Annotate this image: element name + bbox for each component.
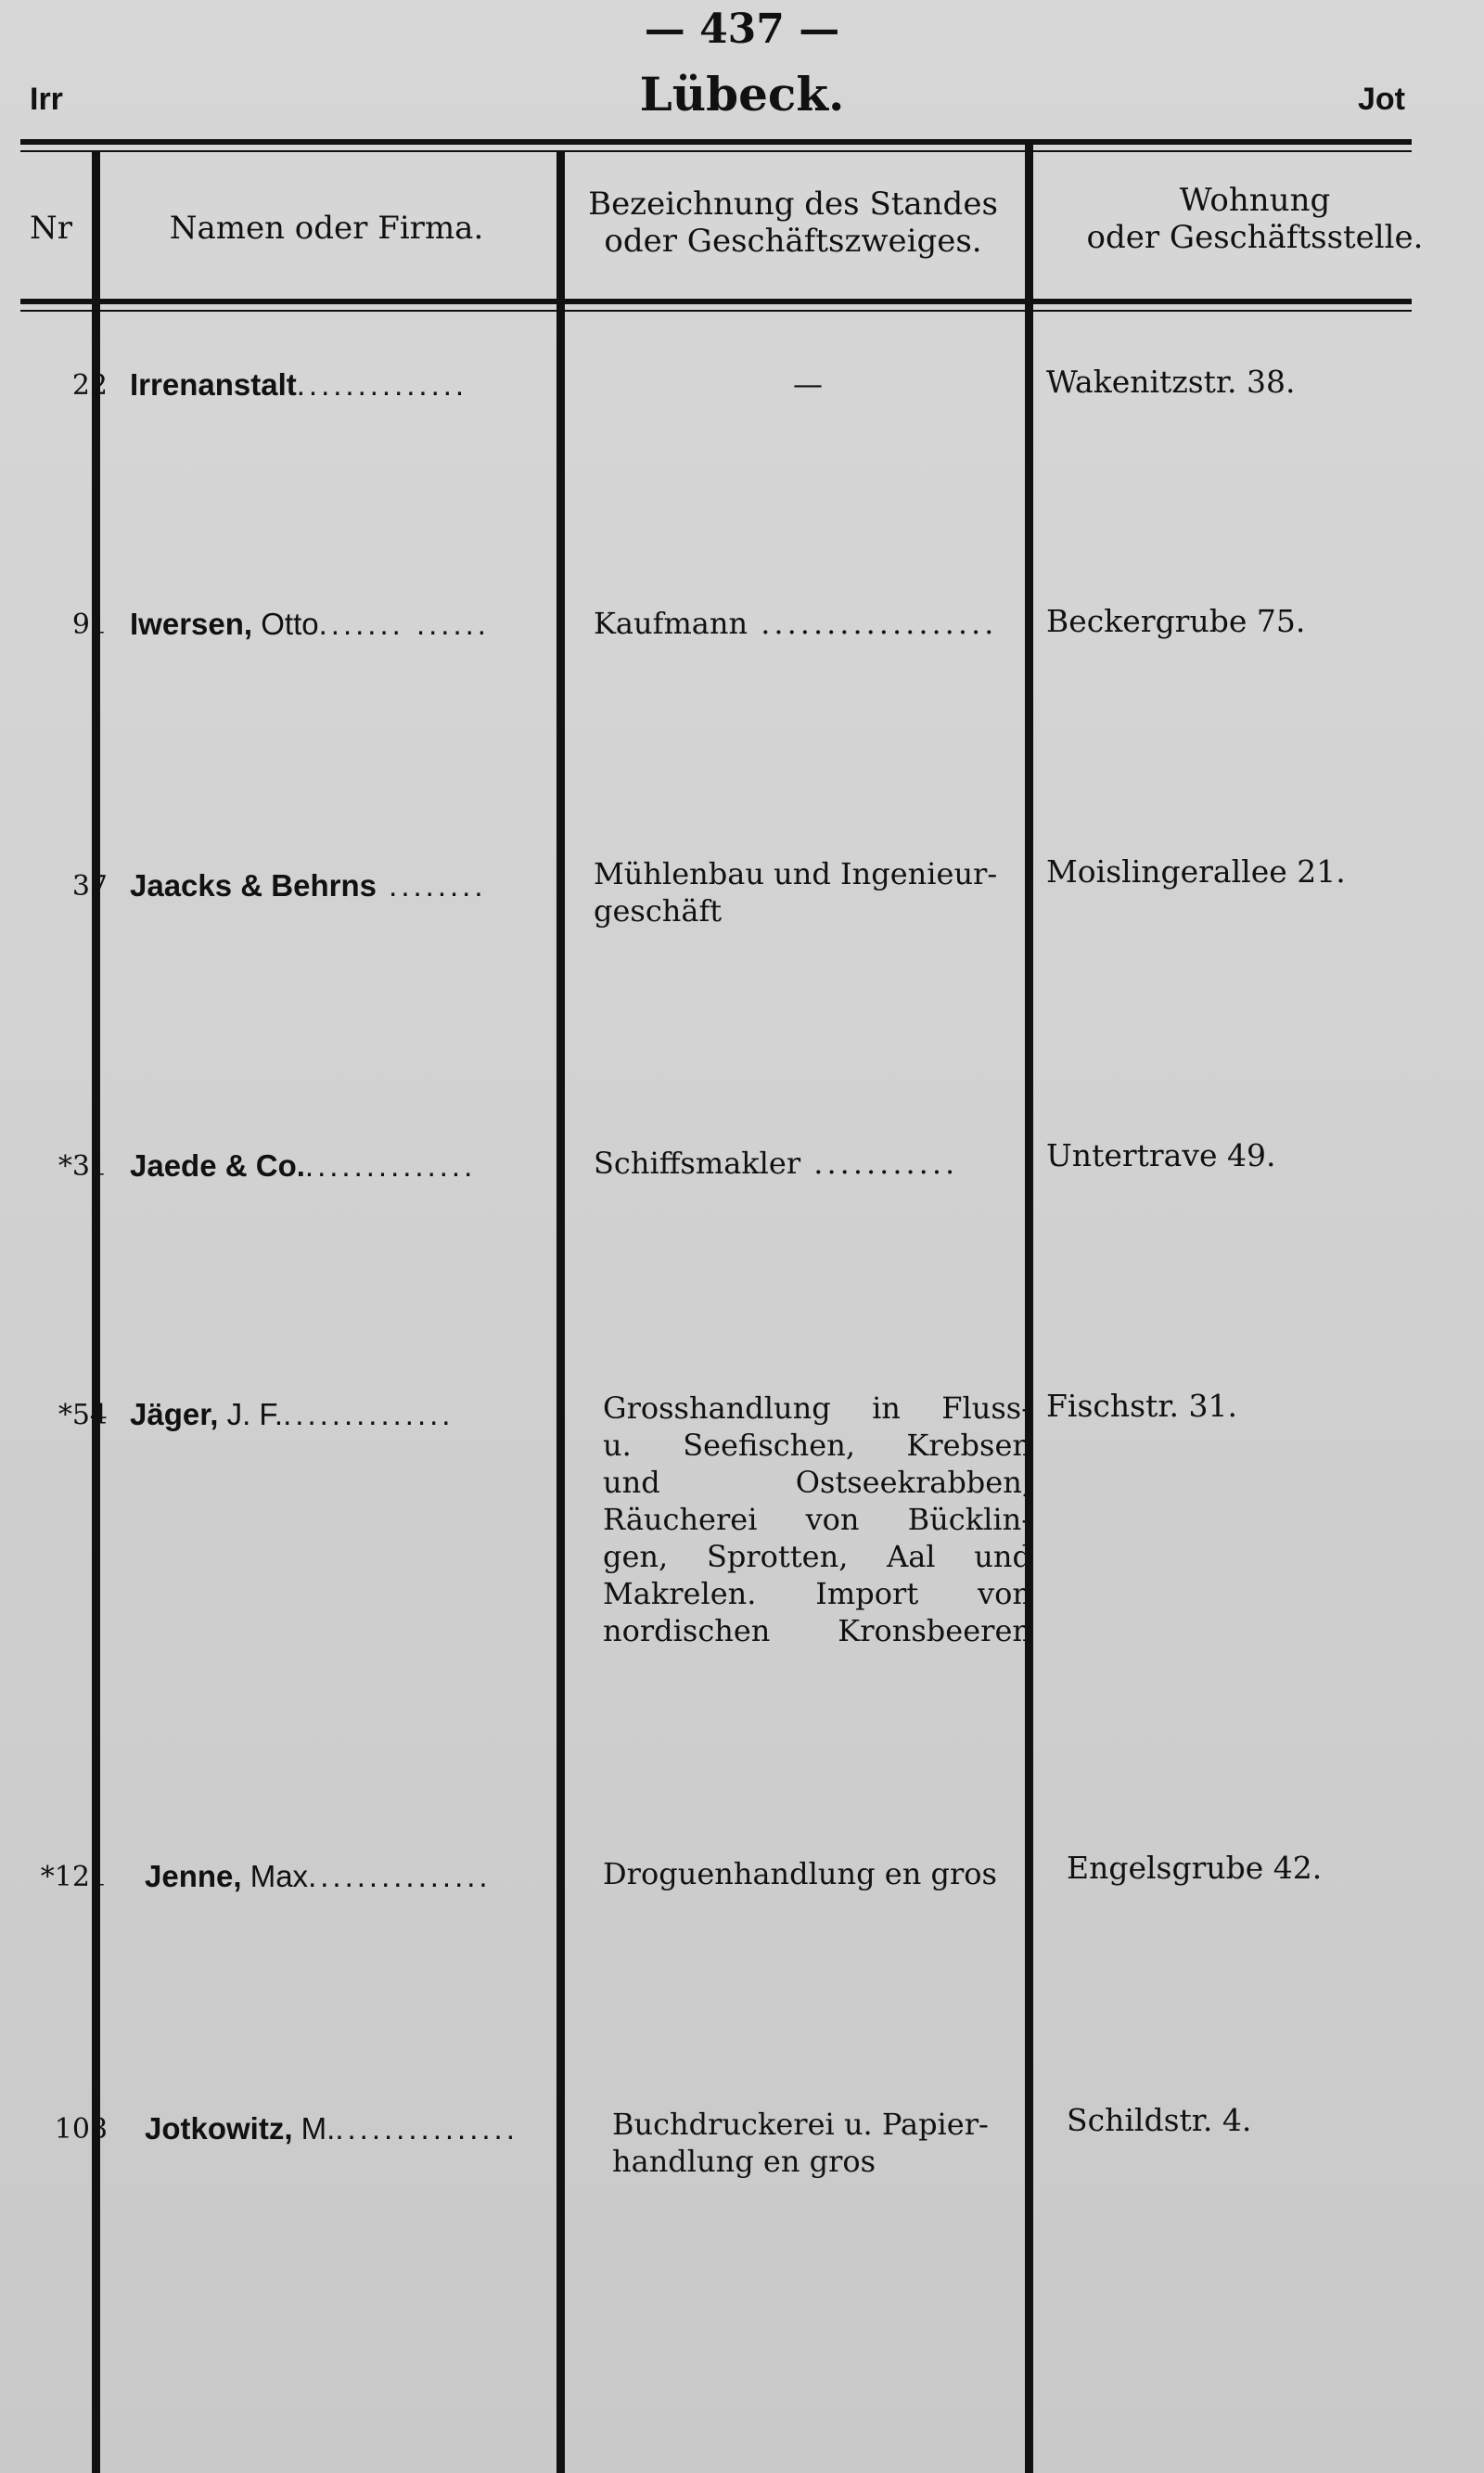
page-number: — 437 — — [644, 6, 840, 53]
entry-number: *121 — [40, 1861, 108, 1893]
header-rule — [20, 299, 1412, 304]
entry-address: Engelsgrube 42. — [1067, 1850, 1323, 1886]
column-header-address — [1037, 182, 1473, 256]
entry-name: Jotkowitz, M................ — [145, 2111, 518, 2146]
entry-address: Moislingerallee 21. — [1046, 853, 1346, 890]
entry-trade: Schiffsmakler ........... — [594, 1146, 959, 1181]
column-header-address-line2: oder Geschäftsstelle. — [1086, 219, 1424, 256]
range-end-label: Jot — [1358, 82, 1405, 117]
entry-trade: Droguenhandlung en gros — [603, 1856, 997, 1891]
column-header-name: Namen oder Firma. — [169, 210, 484, 247]
entry-trade: Mühlenbau und Ingenieur- geschäft — [594, 856, 998, 929]
range-start-label: Irr — [30, 82, 63, 117]
entry-trade: Grosshandlung in Fluss- u. Seefischen, Krebsen und Ostseekrabben, Räucherei von Bücklin- gen, Sprotten, Aal und Makrelen. Import von nordischen Kronsbeeren — [603, 1390, 1031, 1648]
entry-name: Irrenanstalt.............. — [130, 367, 468, 402]
entry-number: 91 — [71, 609, 108, 641]
entry-name: Jäger, J. F............... — [130, 1397, 454, 1431]
column-header-trade — [570, 186, 1016, 260]
header-rule-thin — [20, 310, 1412, 312]
entry-trade: Kaufmann .................. — [594, 606, 998, 641]
entry-address: Beckergrube 75. — [1046, 603, 1306, 639]
column-header-trade-line2: oder Geschäftszweiges. — [604, 223, 982, 260]
column-divider-2 — [556, 150, 565, 2473]
page-title: Lübeck. — [639, 67, 845, 122]
entry-number: 37 — [71, 870, 108, 903]
column-header-address-line1: Wohnung — [1179, 182, 1331, 219]
entry-address: Wakenitzstr. 38. — [1046, 364, 1296, 400]
entry-trade: Buchdruckerei u. Papier- handlung en gros — [612, 2107, 989, 2179]
column-header-trade-line1: Bezeichnung des Standes — [588, 186, 998, 223]
entry-number: *31 — [58, 1150, 108, 1183]
entry-name: Iwersen, Otto....... ...... — [130, 607, 490, 641]
entry-address: Fischstr. 31. — [1046, 1388, 1237, 1424]
entry-name: Jaacks & Behrns ........ — [130, 868, 487, 903]
top-rule-thin — [20, 150, 1412, 152]
entry-number: *54 — [58, 1399, 108, 1431]
entry-address: Schildstr. 4. — [1067, 2102, 1252, 2138]
entry-name: Jenne, Max............... — [145, 1859, 492, 1893]
entry-number: 22 — [71, 369, 108, 402]
top-rule — [20, 139, 1412, 145]
entry-trade: — — [793, 366, 823, 402]
entry-name: Jaede & Co............... — [130, 1148, 477, 1183]
entry-number: 108 — [54, 2113, 108, 2146]
column-header-nr: Nr — [29, 210, 72, 247]
entry-address: Untertrave 49. — [1046, 1137, 1276, 1173]
